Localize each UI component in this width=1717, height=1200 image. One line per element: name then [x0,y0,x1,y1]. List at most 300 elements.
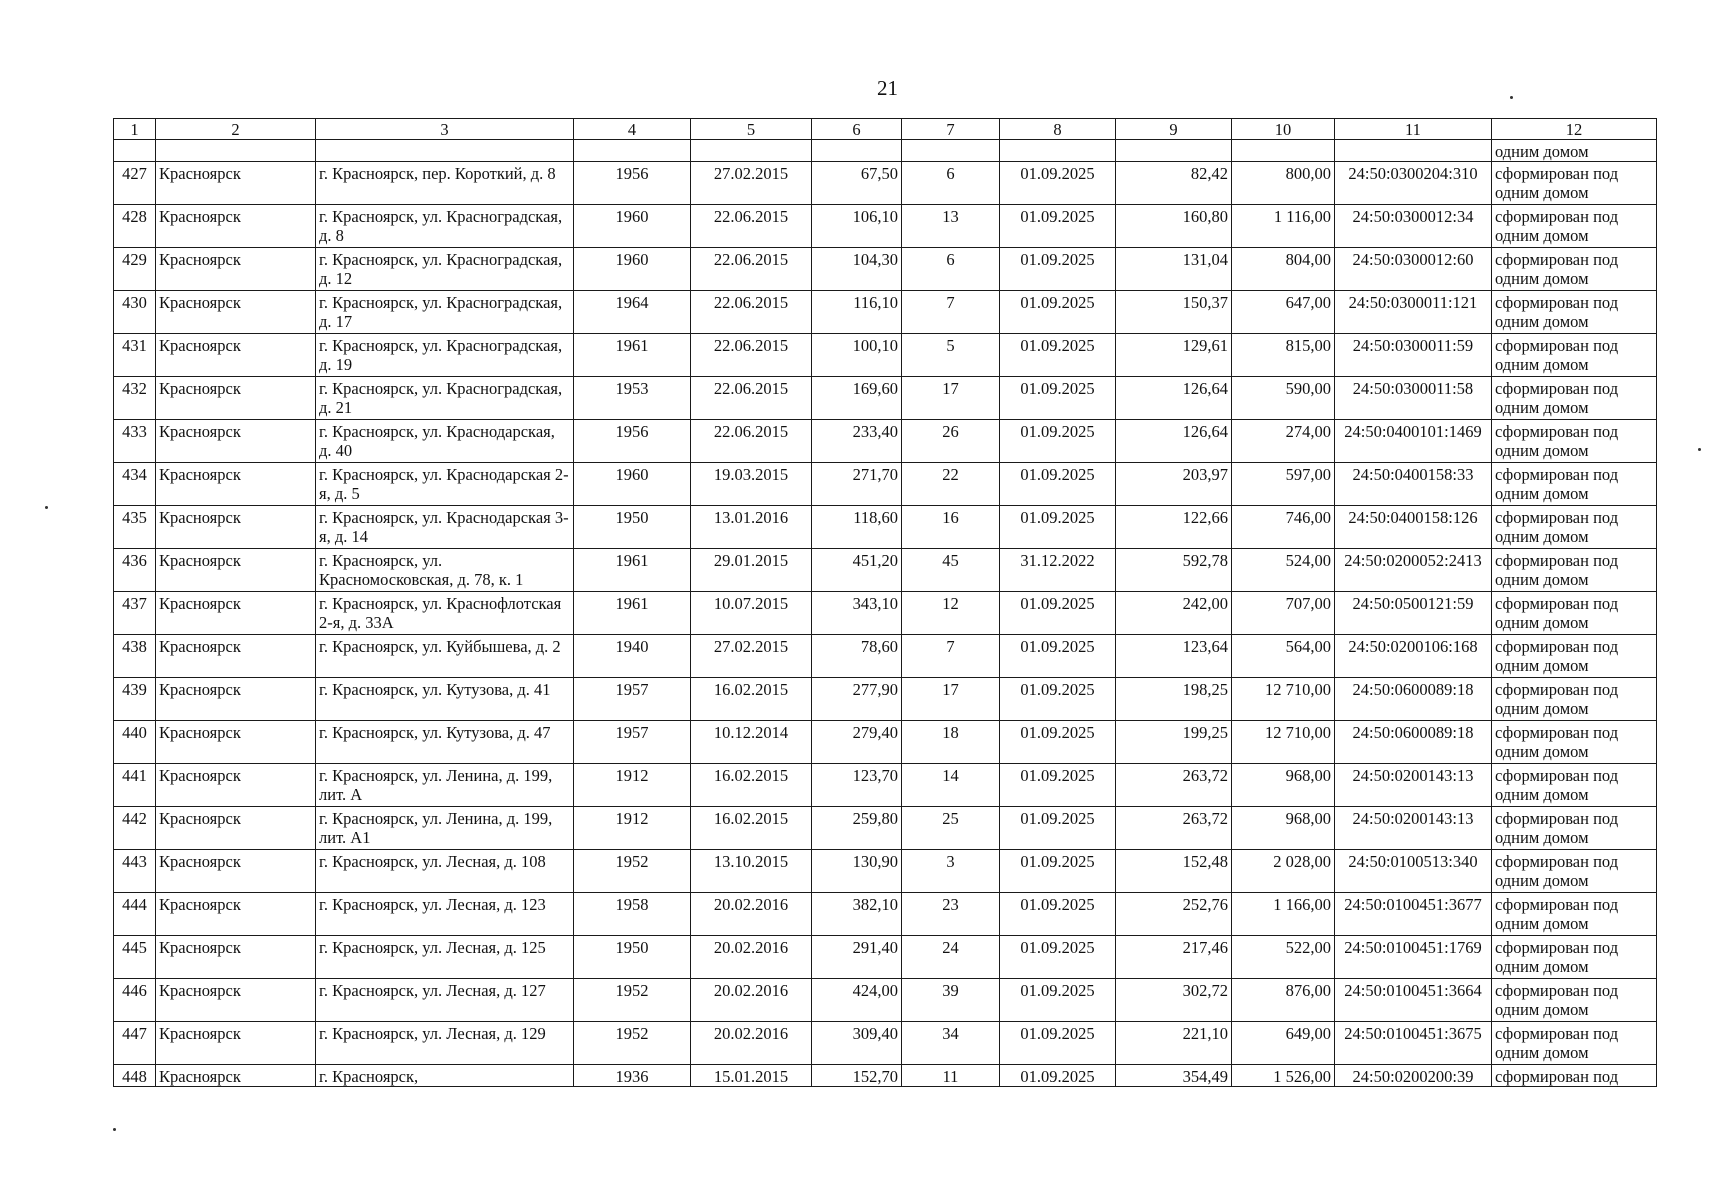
land-status-cell [1492,893,1657,936]
emergency-date-cell: 20.02.2016 [691,979,812,1022]
year-built-cell: 1936 [574,1065,691,1087]
city-cell: Красноярск [156,377,316,420]
residents-count-cell: 23 [902,893,1000,936]
land-status-line: сформирован под [1495,981,1619,1000]
area-cell: 259,80 [812,807,902,850]
resettlement-deadline-cell: 01.09.2025 [1000,248,1116,291]
row-number: 442 [114,807,156,850]
land-area-cell: 968,00 [1232,764,1335,807]
residents-count-cell: 45 [902,549,1000,592]
land-status-line: одним домом [1495,828,1589,847]
emergency-date-cell: 15.01.2015 [691,1065,812,1087]
cost-cell: 217,46 [1116,936,1232,979]
residents-count-cell: 34 [902,1022,1000,1065]
resettlement-deadline-cell: 01.09.2025 [1000,162,1116,205]
cost-cell: 126,64 [1116,377,1232,420]
resettlement-deadline-cell: 01.09.2025 [1000,420,1116,463]
row-number: 430 [114,291,156,334]
city-cell: Красноярск [156,893,316,936]
resettlement-deadline-cell: 01.09.2025 [1000,678,1116,721]
emergency-date-cell: 13.01.2016 [691,506,812,549]
city-cell: Красноярск [156,248,316,291]
residents-count-cell: 13 [902,205,1000,248]
residents-count-cell: 6 [902,162,1000,205]
year-built-cell: 1952 [574,979,691,1022]
table-row [114,850,1657,893]
residents-count-cell: 25 [902,807,1000,850]
year-built-cell: 1940 [574,635,691,678]
resettlement-deadline-cell: 01.09.2025 [1000,979,1116,1022]
resettlement-deadline-cell: 01.09.2025 [1000,377,1116,420]
column-header: 12 [1492,119,1657,140]
residents-count-cell: 17 [902,678,1000,721]
area-cell: 100,10 [812,334,902,377]
cadastral-number-cell: 24:50:0300012:60 [1335,248,1492,291]
page-number: 21 [877,76,898,100]
area-cell: 233,40 [812,420,902,463]
resettlement-deadline-cell: 01.09.2025 [1000,936,1116,979]
land-status-cell [1492,807,1657,850]
resettlement-deadline-cell: 01.09.2025 [1000,463,1116,506]
residents-count-cell: 17 [902,377,1000,420]
residents-count-cell: 14 [902,764,1000,807]
address-cell: г. Красноярск, ул. Кутузова, д. 47 [316,721,574,764]
land-area-cell: 564,00 [1232,635,1335,678]
cadastral-number-cell: 24:50:0300012:34 [1335,205,1492,248]
land-status-line: одним домом [1495,355,1589,374]
cost-cell: 199,25 [1116,721,1232,764]
land-status-line: одним домом [1495,613,1589,632]
land-area-cell: 12 710,00 [1232,678,1335,721]
land-status-line: сформирован под [1495,164,1619,183]
area-cell: 130,90 [812,850,902,893]
area-cell: 118,60 [812,506,902,549]
table-row [114,592,1657,635]
cost-cell: 354,49 [1116,1065,1232,1087]
land-status-line: одним домом [1495,871,1589,890]
land-status-line: сформирован под [1495,594,1619,613]
land-status-line: сформирован под [1495,809,1619,828]
address-cell: г. Красноярск, ул. Краснодарская 3-я, д. 14 [316,506,574,549]
table-row [114,506,1657,549]
table-row [114,248,1657,291]
land-area-cell: 12 710,00 [1232,721,1335,764]
cadastral-number-cell: 24:50:0100451:3677 [1335,893,1492,936]
area-cell: 343,10 [812,592,902,635]
land-status-line: сформирован под [1495,852,1619,871]
row-number: 445 [114,936,156,979]
land-status-line: одним домом [1495,441,1589,460]
table-row [114,420,1657,463]
land-status-line: сформирован под [1495,465,1619,484]
table-row [114,334,1657,377]
resettlement-deadline-cell: 01.09.2025 [1000,205,1116,248]
land-status-cell [1492,592,1657,635]
city-cell: Красноярск [156,807,316,850]
residents-count-cell: 39 [902,979,1000,1022]
cadastral-number-cell: 24:50:0200106:168 [1335,635,1492,678]
resettlement-deadline-cell: 01.09.2025 [1000,721,1116,764]
land-area-cell: 804,00 [1232,248,1335,291]
land-status-cell [1492,420,1657,463]
row-number: 447 [114,1022,156,1065]
land-status-cell [1492,721,1657,764]
residents-count-cell: 6 [902,248,1000,291]
cadastral-number-cell: 24:50:0500121:59 [1335,592,1492,635]
land-status-line: одним домом [1495,183,1589,202]
resettlement-deadline-cell: 01.09.2025 [1000,291,1116,334]
city-cell: Красноярск [156,506,316,549]
scan-artifact-dot [45,506,48,509]
address-cell: г. Красноярск, ул. Краснодарская 2-я, д. 5 [316,463,574,506]
table-row [114,291,1657,334]
land-status-line: сформирован под [1495,551,1619,570]
table-row [114,205,1657,248]
address-cell: г. Красноярск, ул. Красноградская, д. 17 [316,291,574,334]
city-cell: Красноярск [156,764,316,807]
area-cell: 382,10 [812,893,902,936]
column-header: 2 [156,119,316,140]
land-status-cell [1492,678,1657,721]
area-cell: 78,60 [812,635,902,678]
city-cell: Красноярск [156,162,316,205]
column-header: 6 [812,119,902,140]
land-status-line: сформирован под [1495,766,1619,785]
address-cell: г. Красноярск, ул. Красноградская, д. 19 [316,334,574,377]
emergency-date-cell: 29.01.2015 [691,549,812,592]
land-status-line: сформирован под [1495,680,1619,699]
residents-count-cell: 16 [902,506,1000,549]
land-status-cell [1492,291,1657,334]
table-row [114,893,1657,936]
year-built-cell: 1956 [574,420,691,463]
land-area-cell: 968,00 [1232,807,1335,850]
city-cell: Красноярск [156,635,316,678]
emergency-date-cell: 22.06.2015 [691,291,812,334]
row-number: 437 [114,592,156,635]
cadastral-number-cell: 24:50:0200143:13 [1335,807,1492,850]
address-cell: г. Красноярск, ул. Краснодарская, д. 40 [316,420,574,463]
year-built-cell: 1956 [574,162,691,205]
address-cell: г. Красноярск, ул. Ленина, д. 199, лит. А [316,764,574,807]
cost-cell: 263,72 [1116,764,1232,807]
resettlement-deadline-cell: 01.09.2025 [1000,635,1116,678]
resettlement-deadline-cell: 01.09.2025 [1000,1065,1116,1087]
residents-count-cell: 11 [902,1065,1000,1087]
resettlement-deadline-cell: 01.09.2025 [1000,893,1116,936]
cadastral-number-cell: 24:50:0300011:58 [1335,377,1492,420]
city-cell: Красноярск [156,1022,316,1065]
address-cell: г. Красноярск, ул. Красномосковская, д. 78, к. 1 [316,549,574,592]
area-cell: 123,70 [812,764,902,807]
area-cell: 291,40 [812,936,902,979]
resettlement-deadline-cell: 01.09.2025 [1000,1022,1116,1065]
row-number: 427 [114,162,156,205]
cadastral-number-cell: 24:50:0400158:33 [1335,463,1492,506]
land-area-cell: 876,00 [1232,979,1335,1022]
land-area-cell: 800,00 [1232,162,1335,205]
cost-cell: 131,04 [1116,248,1232,291]
residents-count-cell: 22 [902,463,1000,506]
land-status-line: одним домом [1495,269,1589,288]
address-cell: г. Красноярск, ул. Лесная, д. 123 [316,893,574,936]
registry-body [114,140,1657,1087]
cost-cell: 242,00 [1116,592,1232,635]
year-built-cell: 1952 [574,850,691,893]
residents-count-cell: 24 [902,936,1000,979]
resettlement-deadline-cell: 01.09.2025 [1000,506,1116,549]
land-status-cell [1492,936,1657,979]
land-area-cell: 522,00 [1232,936,1335,979]
row-number: 429 [114,248,156,291]
address-cell: г. Красноярск, пер. Короткий, д. 8 [316,162,574,205]
year-built-cell: 1961 [574,549,691,592]
row-number: 440 [114,721,156,764]
land-status-line: сформирован под [1495,508,1619,527]
land-status-line: сформирован под [1495,1024,1619,1043]
row-number: 432 [114,377,156,420]
residents-count-cell: 7 [902,291,1000,334]
land-status-line: одним домом [1495,785,1589,804]
city-cell: Красноярск [156,291,316,334]
area-cell: 271,70 [812,463,902,506]
row-number: 428 [114,205,156,248]
cadastral-number-cell: 24:50:0200143:13 [1335,764,1492,807]
column-header: 9 [1116,119,1232,140]
emergency-date-cell: 27.02.2015 [691,162,812,205]
land-status-cell [1492,764,1657,807]
land-status-cell [1492,979,1657,1022]
address-cell: г. Красноярск, ул. Лесная, д. 127 [316,979,574,1022]
table-row [114,936,1657,979]
city-cell: Красноярск [156,420,316,463]
land-area-cell: 274,00 [1232,420,1335,463]
year-built-cell: 1957 [574,721,691,764]
emergency-date-cell: 22.06.2015 [691,334,812,377]
address-cell: г. Красноярск, ул. Куйбышева, д. 2 [316,635,574,678]
cadastral-number-cell: 24:50:0200200:39 [1335,1065,1492,1087]
year-built-cell: 1912 [574,764,691,807]
land-area-cell: 746,00 [1232,506,1335,549]
table-row [114,807,1657,850]
cadastral-number-cell: 24:50:0600089:18 [1335,721,1492,764]
city-cell: Красноярск [156,463,316,506]
residents-count-cell: 7 [902,635,1000,678]
address-cell: г. Красноярск, ул. Красноградская, д. 21 [316,377,574,420]
land-status-line: одним домом [1495,226,1589,245]
column-header: 7 [902,119,1000,140]
land-area-cell: 524,00 [1232,549,1335,592]
land-status-line: одним домом [1495,656,1589,675]
area-cell: 279,40 [812,721,902,764]
emergency-date-cell: 20.02.2016 [691,1022,812,1065]
row-number: 448 [114,1065,156,1087]
land-status-cell [1492,205,1657,248]
resettlement-deadline-cell: 01.09.2025 [1000,764,1116,807]
city-cell: Красноярск [156,678,316,721]
cadastral-number-cell: 24:50:0400101:1469 [1335,420,1492,463]
column-number-row [114,119,1657,140]
area-cell: 67,50 [812,162,902,205]
land-status-line: одним домом [1495,527,1589,546]
cadastral-number-cell: 24:50:0300011:121 [1335,291,1492,334]
address-cell: г. Красноярск, ул. Краснофлотская 2-я, д. 33А [316,592,574,635]
city-cell: Красноярск [156,334,316,377]
land-status-cell [1492,248,1657,291]
land-status-line: сформирован под [1495,1067,1619,1086]
emergency-date-cell: 16.02.2015 [691,807,812,850]
table-row [114,463,1657,506]
emergency-date-cell: 27.02.2015 [691,635,812,678]
cadastral-number-cell: 24:50:0100451:3675 [1335,1022,1492,1065]
row-number: 446 [114,979,156,1022]
residents-count-cell: 12 [902,592,1000,635]
cost-cell: 123,64 [1116,635,1232,678]
land-area-cell: 590,00 [1232,377,1335,420]
table-row [114,635,1657,678]
land-area-cell: 1 526,00 [1232,1065,1335,1087]
cost-cell: 150,37 [1116,291,1232,334]
area-cell: 152,70 [812,1065,902,1087]
emergency-date-cell: 22.06.2015 [691,205,812,248]
residents-count-cell: 5 [902,334,1000,377]
city-cell: Красноярск [156,592,316,635]
emergency-date-cell: 20.02.2016 [691,893,812,936]
city-cell: Красноярск [156,936,316,979]
land-area-cell: 2 028,00 [1232,850,1335,893]
cost-cell: 252,76 [1116,893,1232,936]
emergency-date-cell: 22.06.2015 [691,377,812,420]
carryover-note: одним домом [1492,140,1657,162]
emergency-date-cell: 22.06.2015 [691,420,812,463]
table-row [114,162,1657,205]
land-status-cell [1492,549,1657,592]
land-area-cell: 647,00 [1232,291,1335,334]
area-cell: 277,90 [812,678,902,721]
column-header: 1 [114,119,156,140]
housing-registry-table [113,118,1657,1087]
address-cell: г. Красноярск, [316,1065,574,1087]
scan-artifact-dot [113,1128,116,1131]
cadastral-number-cell: 24:50:0100451:3664 [1335,979,1492,1022]
scan-artifact-dot [1698,448,1701,451]
address-cell: г. Красноярск, ул. Ленина, д. 199, лит. А1 [316,807,574,850]
emergency-date-cell: 10.07.2015 [691,592,812,635]
land-status-line: одним домом [1495,1000,1589,1019]
area-cell: 451,20 [812,549,902,592]
row-number: 431 [114,334,156,377]
table-row [114,377,1657,420]
address-cell: г. Красноярск, ул. Кутузова, д. 41 [316,678,574,721]
year-built-cell: 1950 [574,506,691,549]
land-status-line: сформирован под [1495,336,1619,355]
cost-cell: 198,25 [1116,678,1232,721]
city-cell: Красноярск [156,1065,316,1087]
year-built-cell: 1958 [574,893,691,936]
cost-cell: 152,48 [1116,850,1232,893]
land-status-line: сформирован под [1495,637,1619,656]
cost-cell: 82,42 [1116,162,1232,205]
row-number: 438 [114,635,156,678]
land-area-cell: 1 166,00 [1232,893,1335,936]
area-cell: 106,10 [812,205,902,248]
land-status-line: сформирован под [1495,207,1619,226]
emergency-date-cell: 10.12.2014 [691,721,812,764]
column-header: 8 [1000,119,1116,140]
land-status-line: одним домом [1495,1043,1589,1062]
land-status-line: одним домом [1495,570,1589,589]
year-built-cell: 1957 [574,678,691,721]
emergency-date-cell: 16.02.2015 [691,764,812,807]
cost-cell: 129,61 [1116,334,1232,377]
land-area-cell: 649,00 [1232,1022,1335,1065]
cadastral-number-cell: 24:50:0600089:18 [1335,678,1492,721]
emergency-date-cell: 20.02.2016 [691,936,812,979]
land-area-cell: 1 116,00 [1232,205,1335,248]
year-built-cell: 1964 [574,291,691,334]
cost-cell: 203,97 [1116,463,1232,506]
cost-cell: 160,80 [1116,205,1232,248]
cost-cell: 302,72 [1116,979,1232,1022]
scan-artifact-dot [1510,96,1513,99]
year-built-cell: 1912 [574,807,691,850]
land-status-line: сформирован под [1495,938,1619,957]
row-number: 433 [114,420,156,463]
row-number: 435 [114,506,156,549]
land-status-line: одним домом [1495,398,1589,417]
table-row [114,721,1657,764]
land-area-cell: 707,00 [1232,592,1335,635]
land-status-line: одним домом [1495,957,1589,976]
land-status-line: одним домом [1495,699,1589,718]
emergency-date-cell: 19.03.2015 [691,463,812,506]
emergency-date-cell: 16.02.2015 [691,678,812,721]
year-built-cell: 1960 [574,248,691,291]
table-row [114,1065,1657,1087]
land-status-cell [1492,506,1657,549]
year-built-cell: 1950 [574,936,691,979]
city-cell: Красноярск [156,549,316,592]
continuation-row [114,140,1657,162]
column-header: 10 [1232,119,1335,140]
address-cell: г. Красноярск, ул. Лесная, д. 125 [316,936,574,979]
emergency-date-cell: 13.10.2015 [691,850,812,893]
land-status-line: одним домом [1495,914,1589,933]
row-number: 439 [114,678,156,721]
land-status-cell [1492,334,1657,377]
land-status-line: одним домом [1495,312,1589,331]
column-header: 4 [574,119,691,140]
area-cell: 169,60 [812,377,902,420]
cadastral-number-cell: 24:50:0100451:1769 [1335,936,1492,979]
resettlement-deadline-cell: 01.09.2025 [1000,334,1116,377]
area-cell: 309,40 [812,1022,902,1065]
cadastral-number-cell: 24:50:0200052:2413 [1335,549,1492,592]
city-cell: Красноярск [156,205,316,248]
land-status-cell [1492,850,1657,893]
address-cell: г. Красноярск, ул. Красноградская, д. 8 [316,205,574,248]
table-row [114,549,1657,592]
year-built-cell: 1952 [574,1022,691,1065]
cadastral-number-cell: 24:50:0300011:59 [1335,334,1492,377]
cost-cell: 221,10 [1116,1022,1232,1065]
column-header: 3 [316,119,574,140]
table-row [114,1022,1657,1065]
column-header: 11 [1335,119,1492,140]
city-cell: Красноярск [156,979,316,1022]
address-cell: г. Красноярск, ул. Красноградская, д. 12 [316,248,574,291]
land-status-line: сформирован под [1495,379,1619,398]
